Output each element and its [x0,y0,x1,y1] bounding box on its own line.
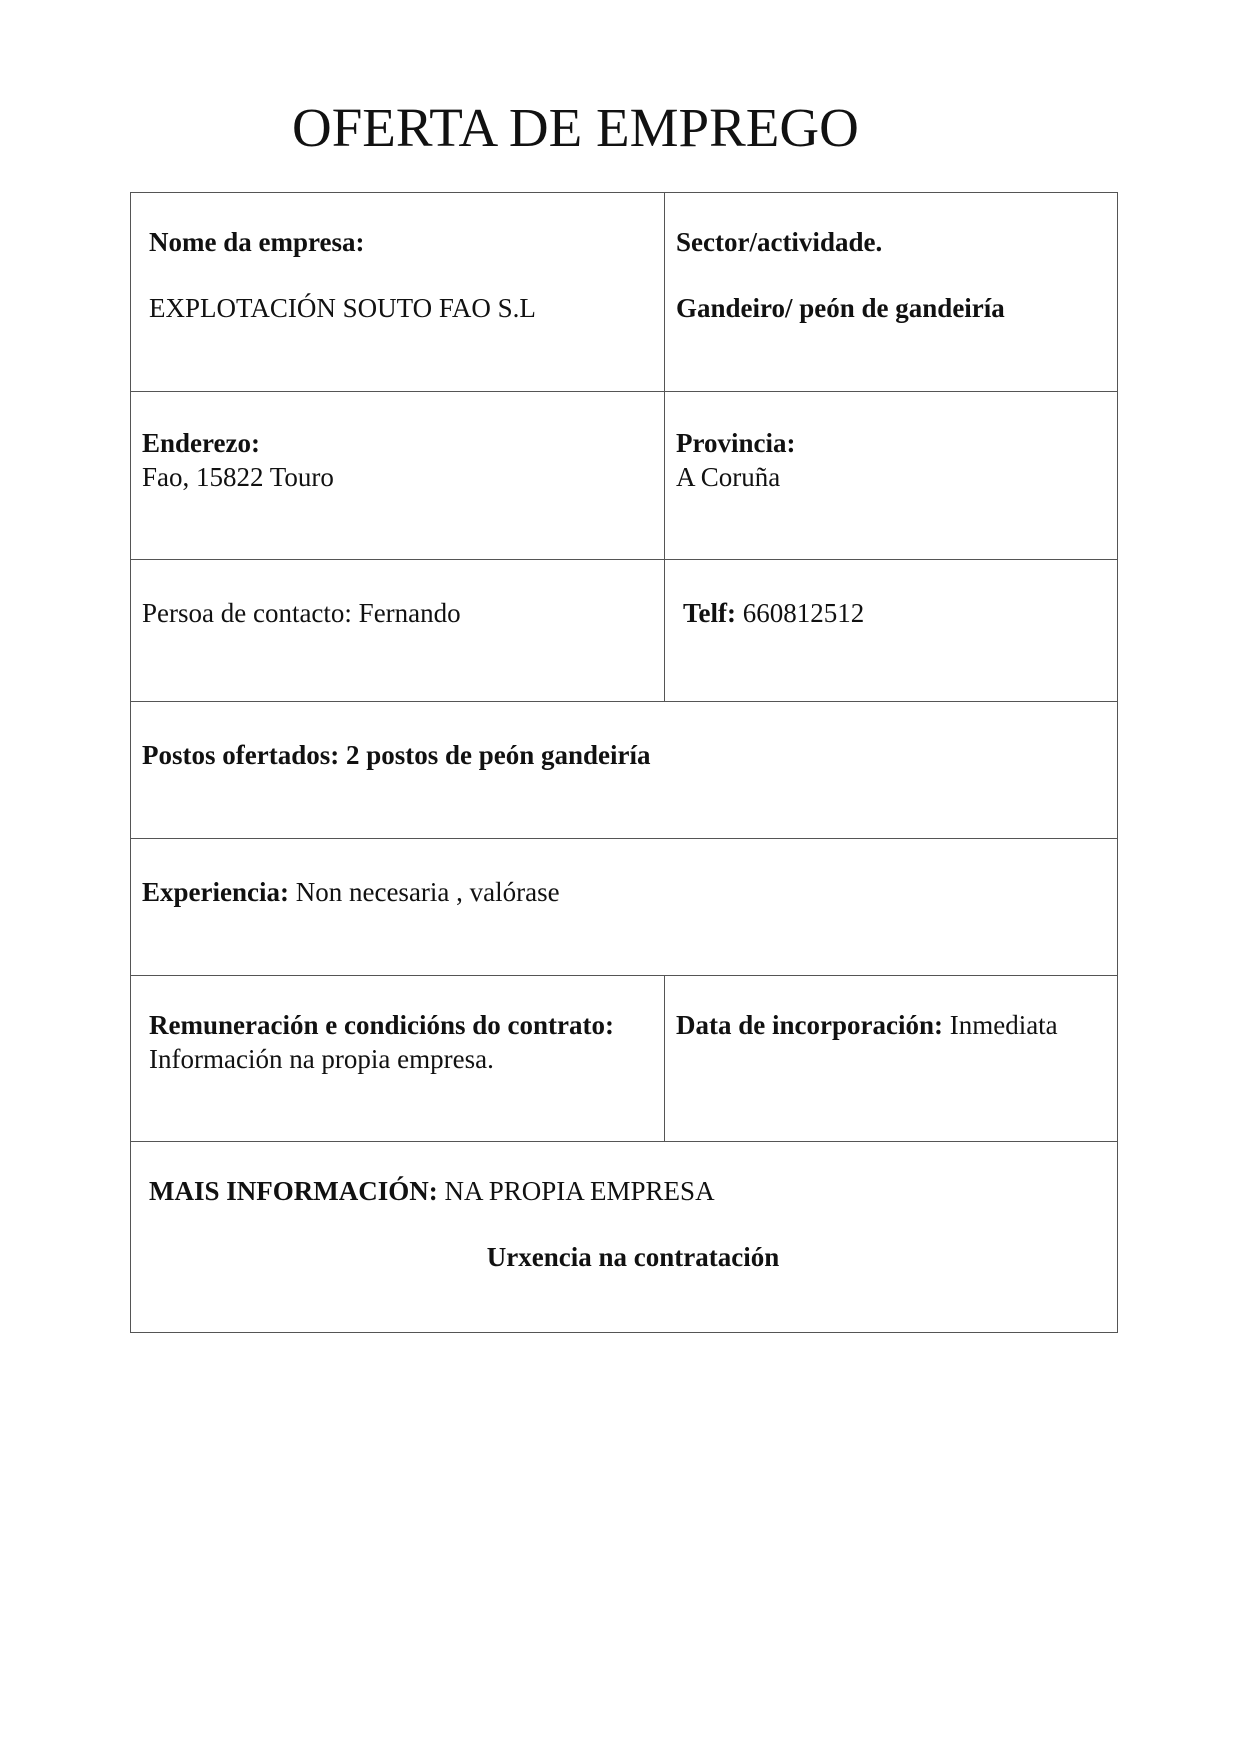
address-cell [131,392,665,560]
company-cell [131,193,665,392]
urgency-note: Urxencia na contratación [486,1242,780,1272]
address-value: Fao, 15822 Touro [142,462,334,492]
table-row [131,1142,1118,1333]
more-info-value: NA PROPIA EMPRESA [444,1176,715,1206]
province-label: Provincia: [676,428,796,458]
phone-value: 660812512 [742,598,865,628]
table-row [131,839,1118,976]
sector-value: Gandeiro/ peón de gandeiría [676,293,1005,323]
address-label: Enderezo: [142,428,260,458]
start-date-label: Data de incorporación: [676,1010,943,1040]
company-label: Nome da empresa: [149,227,365,257]
remuneration-cell [131,976,665,1142]
phone-cell [665,560,1118,702]
start-date-value: Inmediata [949,1010,1058,1040]
table-row [131,392,1118,560]
table-row [131,193,1118,392]
positions-cell [131,702,1118,839]
sector-cell [665,193,1118,392]
experience-value: Non necesaria , valórase [295,877,560,907]
more-info-label: MAIS INFORMACIÓN: [149,1176,438,1206]
province-cell [665,392,1118,560]
start-date-cell [665,976,1118,1142]
contact-cell [131,560,665,702]
sector-label: Sector/actividade. [676,227,883,257]
experience-cell [131,839,1118,976]
table-row [131,560,1118,702]
table-row [131,702,1118,839]
page-title: OFERTA DE EMPREGO [292,97,859,158]
table-row [131,976,1118,1142]
company-name: EXPLOTACIÓN SOUTO FAO S.L [149,293,536,323]
positions-text: Postos ofertados: 2 postos de peón gandeiría [142,740,651,770]
job-offer-table [130,192,1118,1333]
remuneration-value: Información na propia empresa. [149,1044,494,1074]
contact-text: Persoa de contacto: Fernando [142,598,461,628]
province-value: A Coruña [676,462,781,492]
more-info-cell [131,1142,1118,1333]
experience-label: Experiencia: [142,877,289,907]
phone-label: Telf: [683,598,736,628]
remuneration-label: Remuneración e condicións do contrato: [149,1010,614,1040]
